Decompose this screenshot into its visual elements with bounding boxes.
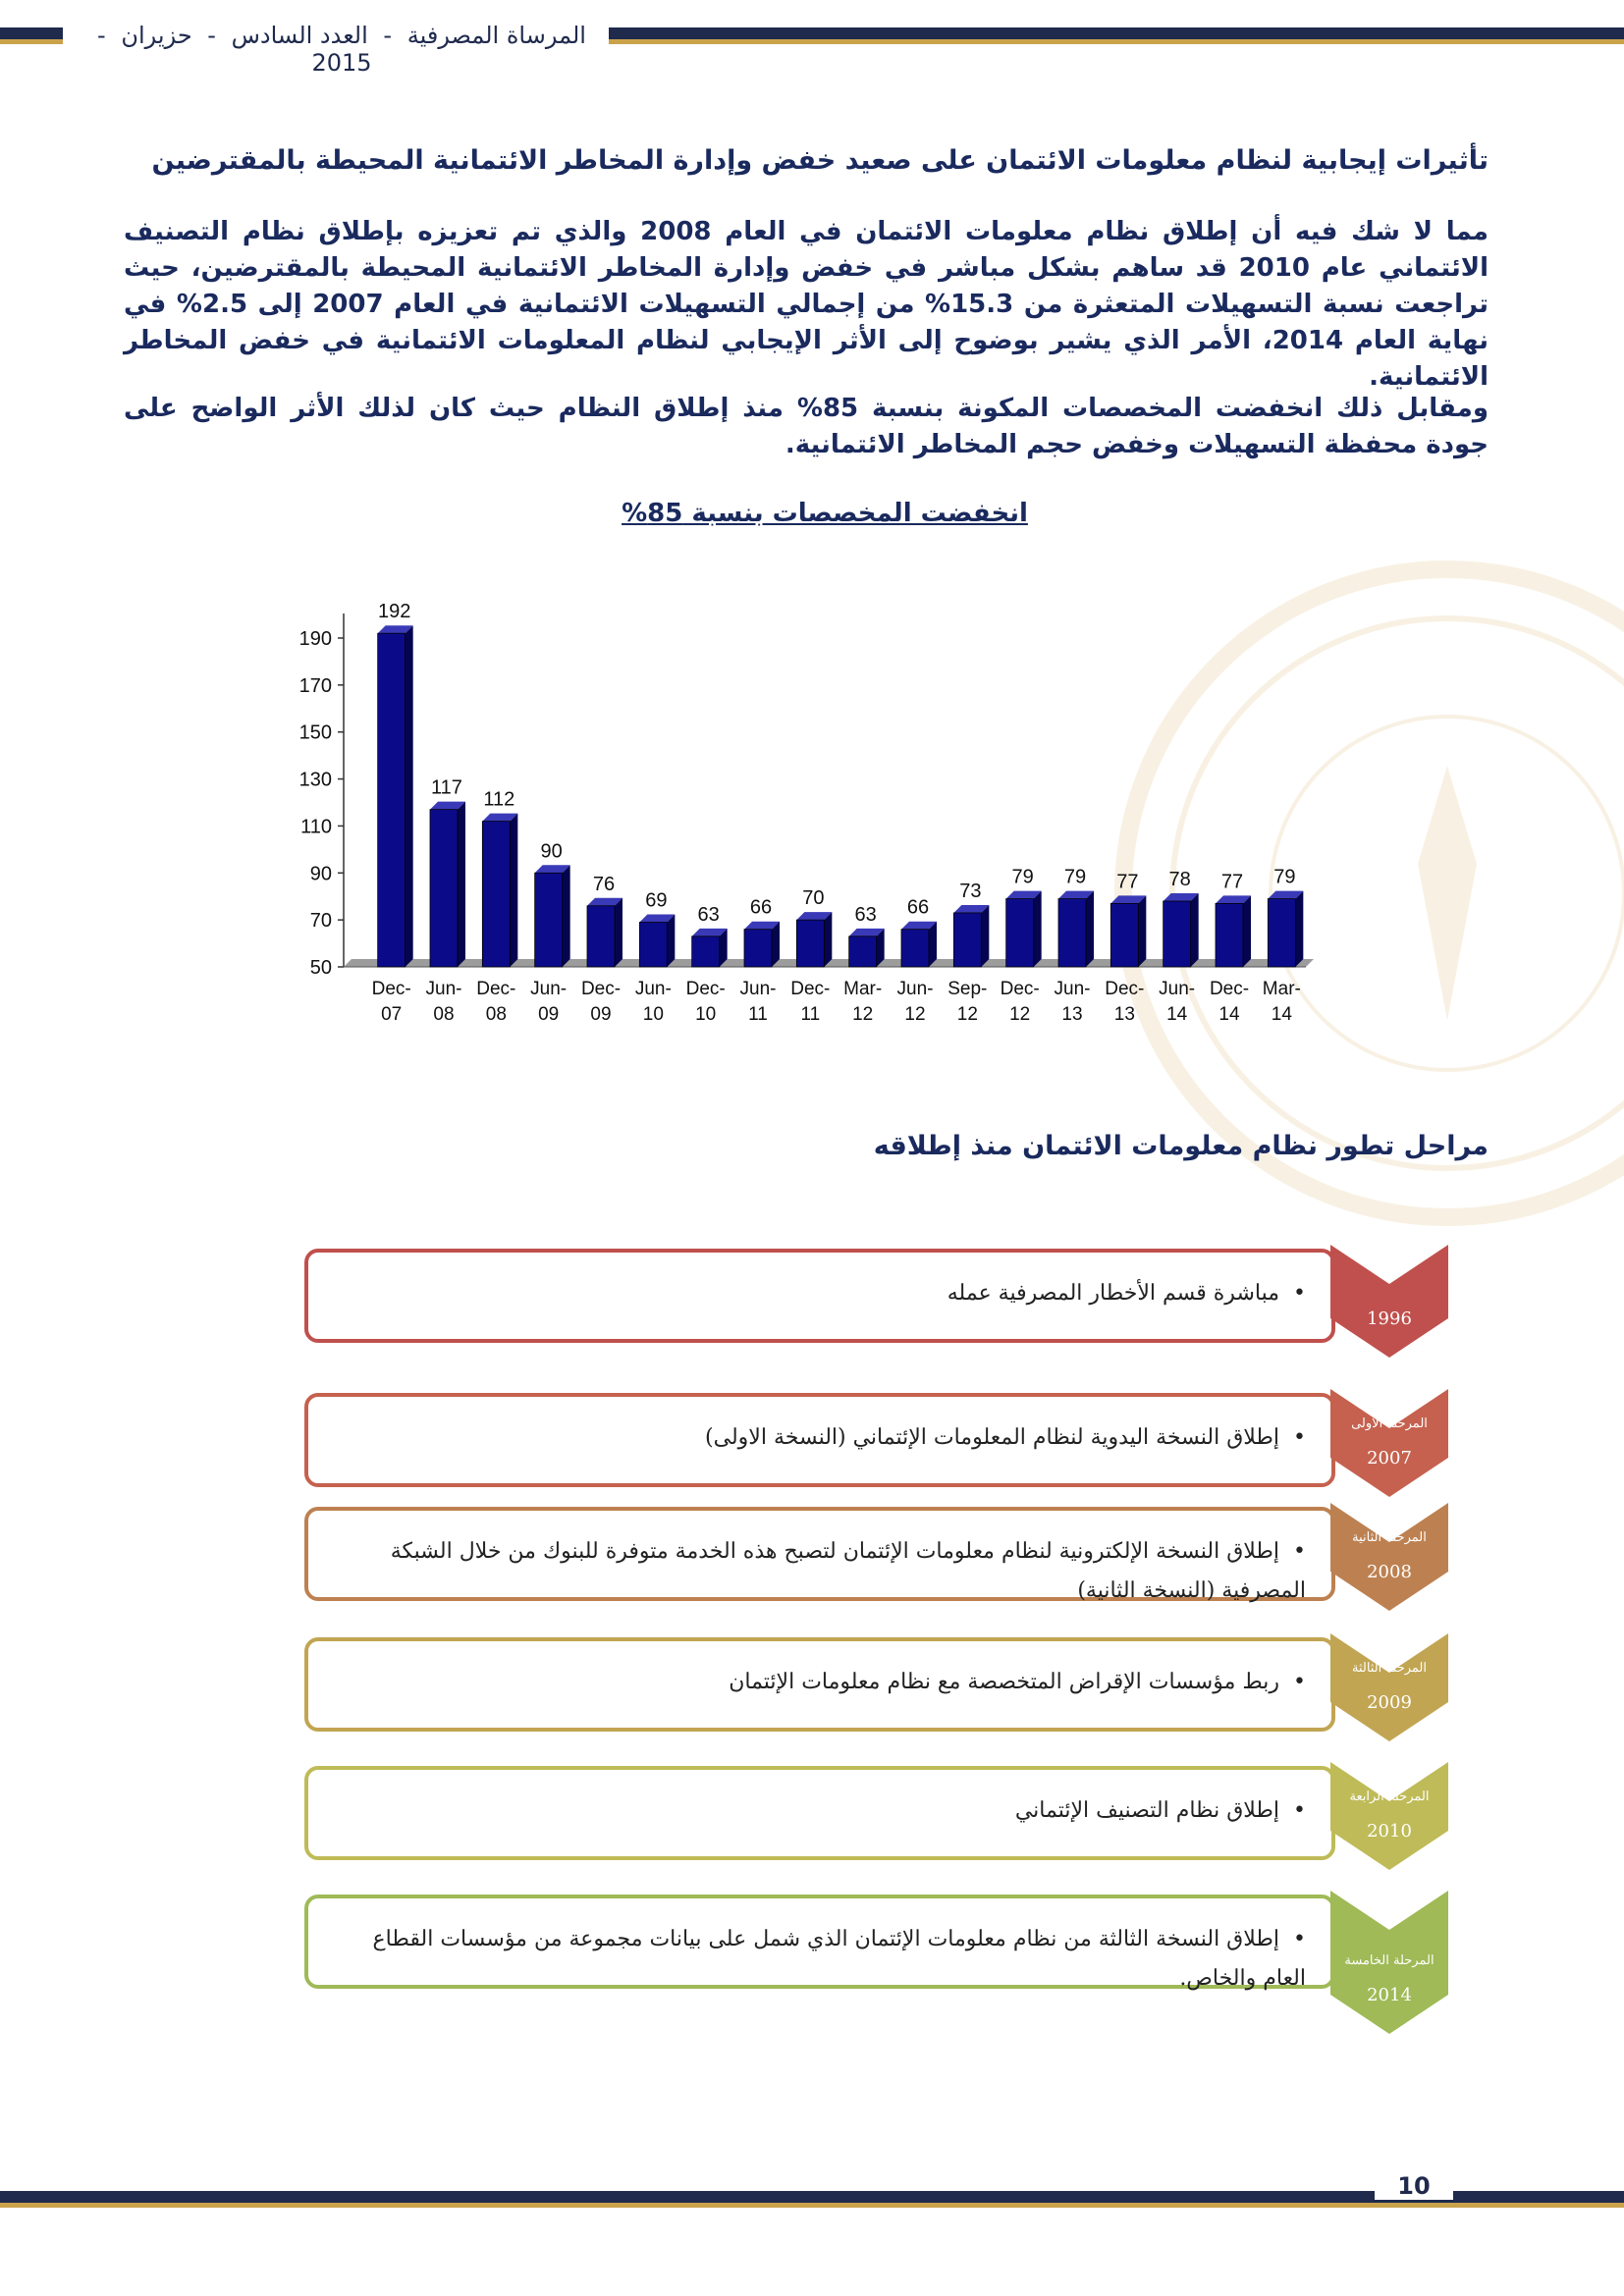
section-heading: تأثيرات إيجابية لنظام معلومات الائتمان على صعيد خفض وإدارة المخاطر الائتمانية المحيطة بالمقترضين <box>151 145 1489 176</box>
timeline-year: 2010 <box>1367 1821 1412 1842</box>
bar <box>1164 901 1191 967</box>
header-bar-left <box>0 27 63 44</box>
data-label: 70 <box>802 887 825 910</box>
y-tick-label: 50 <box>309 957 332 979</box>
x-tick-label: 12 <box>1009 1004 1031 1025</box>
data-label: 78 <box>1168 869 1191 890</box>
bar-side <box>1243 895 1251 967</box>
bar-side <box>1295 891 1303 967</box>
bar-side <box>824 912 832 967</box>
header-separator: - <box>207 22 216 49</box>
x-tick-label: Mar- <box>843 979 883 999</box>
x-tick-label: 14 <box>1271 1004 1292 1025</box>
page-number: 10 <box>1375 2172 1453 2200</box>
bar-chart <box>295 569 1375 1041</box>
x-tick-label: 08 <box>433 1004 455 1025</box>
data-label: 79 <box>1063 866 1087 888</box>
y-tick-label: 170 <box>298 674 332 697</box>
bar-side <box>1086 891 1094 967</box>
x-tick-label: 11 <box>748 1004 768 1025</box>
y-tick-label: 190 <box>298 628 332 650</box>
y-tick-label: 150 <box>298 721 332 744</box>
x-tick-label: Dec- <box>1105 979 1145 999</box>
bar <box>587 906 615 967</box>
timeline-text: • مباشرة قسم الأخطار المصرفية عمله <box>947 1281 1306 1306</box>
bar <box>430 810 458 967</box>
bar-side <box>1034 891 1042 967</box>
bar <box>1058 899 1086 967</box>
timeline-item <box>304 1891 1448 2034</box>
bar-side <box>615 898 623 967</box>
data-label: 63 <box>697 903 720 926</box>
timeline-text-box <box>304 1895 1335 1989</box>
x-tick-label: 14 <box>1166 1004 1188 1025</box>
x-tick-label: Jun- <box>739 979 777 999</box>
bar <box>639 923 667 967</box>
timeline-stage-label: المرحلة الاولى <box>1351 1416 1428 1431</box>
timeline-text-box <box>304 1249 1335 1343</box>
x-tick-label: 14 <box>1218 1004 1240 1025</box>
timeline-year: 2007 <box>1367 1448 1412 1468</box>
timeline-chevron <box>1330 1503 1448 1611</box>
x-tick-label: Dec- <box>371 979 411 999</box>
bar <box>1216 903 1243 967</box>
bar <box>1006 899 1034 967</box>
x-tick-label: Dec- <box>1209 979 1250 999</box>
timeline-text: • إطلاق النسخة الثالثة من نظام معلومات الإئتمان الذي شمل على بيانات مجموعة من مؤسسات القطاع العام والخاص. <box>373 1927 1306 1991</box>
header-separator: - <box>97 22 106 49</box>
bar <box>1110 903 1138 967</box>
data-label: 117 <box>431 776 462 799</box>
header-year: 2015 <box>311 49 372 77</box>
x-tick-label: 09 <box>538 1004 560 1025</box>
data-label: 77 <box>1220 871 1244 893</box>
data-label: 79 <box>1011 866 1034 888</box>
x-tick-label: Dec- <box>476 979 516 999</box>
data-label: 66 <box>749 896 773 919</box>
header-title <box>86 22 597 77</box>
x-tick-label: 08 <box>485 1004 507 1025</box>
y-tick-label: 90 <box>309 863 332 885</box>
x-tick-label: 12 <box>852 1004 874 1025</box>
x-tick-label: 13 <box>1061 1004 1083 1025</box>
chevron-arrow-icon <box>1330 1762 1448 1870</box>
x-tick-label: Jun- <box>530 979 568 999</box>
data-label: 192 <box>377 601 411 623</box>
bar <box>744 930 772 967</box>
bar-side <box>667 915 675 967</box>
x-tick-label: Jun- <box>634 979 672 999</box>
timeline-item <box>304 1633 1448 1741</box>
bar-side <box>1191 893 1199 967</box>
header-bar-right <box>609 27 1624 44</box>
timeline-text-box <box>304 1637 1335 1732</box>
x-tick-label: 13 <box>1113 1004 1135 1025</box>
chevron-arrow-icon <box>1330 1633 1448 1741</box>
bar <box>1268 899 1295 967</box>
data-label: 112 <box>483 788 515 811</box>
timeline-year: 2008 <box>1367 1562 1412 1582</box>
x-tick-label: Dec- <box>580 979 622 999</box>
x-tick-label: Jun- <box>896 979 934 999</box>
bar-side <box>772 922 780 967</box>
header-month: حزيران <box>121 22 192 49</box>
timeline-stage-label: المرحلة الخامسة <box>1344 1953 1435 1968</box>
timeline-year: 1996 <box>1367 1308 1412 1329</box>
timeline-text-box <box>304 1766 1335 1860</box>
timeline-item <box>304 1245 1448 1358</box>
data-label: 63 <box>854 903 877 926</box>
bar <box>953 913 981 967</box>
timeline-stage-label: المرحلة الثانية <box>1352 1530 1427 1545</box>
chevron-arrow-icon <box>1330 1245 1448 1358</box>
data-label: 77 <box>1116 871 1139 893</box>
bar-side <box>563 865 570 967</box>
timeline-year: 2014 <box>1367 1985 1412 2005</box>
data-label: 79 <box>1273 866 1296 888</box>
data-label: 66 <box>906 896 930 919</box>
data-label: 69 <box>645 889 668 912</box>
bar <box>378 633 406 967</box>
bar-side <box>929 922 937 967</box>
x-tick-label: 10 <box>695 1004 717 1025</box>
timeline-year: 2009 <box>1367 1692 1412 1713</box>
header-publication: المرساة المصرفية <box>406 22 586 49</box>
data-label: 76 <box>592 873 616 895</box>
x-tick-label: Dec- <box>685 979 726 999</box>
x-tick-label: Mar- <box>1262 979 1301 999</box>
bar-side <box>406 625 413 967</box>
y-tick-label: 110 <box>300 816 332 838</box>
chevron-arrow-icon <box>1330 1389 1448 1497</box>
timeline-heading: مراحل تطور نظام معلومات الائتمان منذ إطلاقه <box>873 1131 1489 1161</box>
x-tick-label: Jun- <box>425 979 462 999</box>
x-tick-label: 11 <box>800 1004 821 1025</box>
timeline-text: • إطلاق النسخة الإلكترونية لنظام معلومات الإئتمان لتصبح هذه الخدمة متوفرة للبنوك من خلال الشبكة المصرفية (النسخة الثانية) <box>391 1539 1306 1603</box>
timeline-item <box>304 1762 1448 1870</box>
bar <box>482 822 510 967</box>
timeline-chevron <box>1330 1389 1448 1497</box>
bar <box>901 930 929 967</box>
x-tick-label: Jun- <box>1159 979 1196 999</box>
x-tick-label: 07 <box>381 1004 403 1025</box>
timeline-text: • إطلاق نظام التصنيف الإئتماني <box>1015 1798 1306 1823</box>
bar <box>849 936 877 967</box>
bar <box>692 936 720 967</box>
x-tick-label: 10 <box>642 1004 664 1025</box>
bar-side <box>981 905 989 967</box>
timeline-item <box>304 1503 1448 1611</box>
y-tick-label: 70 <box>309 910 332 933</box>
timeline-item <box>304 1389 1448 1497</box>
timeline-chevron <box>1330 1762 1448 1870</box>
y-tick-label: 130 <box>298 769 332 791</box>
bar <box>535 873 563 967</box>
bar-side <box>458 802 465 967</box>
timeline-text-box <box>304 1393 1335 1487</box>
chart-title: انخفضت المخصصات بنسبة 85% <box>622 499 1028 528</box>
timeline-chevron <box>1330 1633 1448 1741</box>
data-label: 90 <box>540 840 563 863</box>
x-tick-label: Dec- <box>790 979 831 999</box>
chevron-arrow-icon <box>1330 1503 1448 1611</box>
header-separator: - <box>383 22 393 49</box>
paragraph-2: ومقابل ذلك انخفضت المخصصات المكونة بنسبة 85% منذ إطلاق النظام حيث كان لذلك الأثر الواضح على جودة محفظة التسهيلات وخفض حجم المخاطر الائتمانية. <box>124 394 1489 459</box>
x-tick-label: 09 <box>590 1004 612 1025</box>
x-tick-label: Sep- <box>947 979 988 999</box>
x-tick-label: 12 <box>904 1004 926 1025</box>
paragraph-1: مما لا شك فيه أن إطلاق نظام معلومات الائتمان في العام 2008 والذي تم تعزيزه بإطلاق نظام التصنيف الائتماني عام 2010 قد ساهم بشكل مباشر في خفض وإدارة المخاطر الائتمانية المحيطة بالمقترضين، حيث تراجعت نسبة التسهيلات المتعثرة من 15.3% من إجمالي التسهيلات الائتمانية في العام 2007 إلى 2.5% في نهاية العام 2014، الأمر الذي يشير بوضوح إلى الأثر الإيجابي لنظام المعلومات الائتمانية في خفض المخاطر الائتمانية. <box>124 217 1489 392</box>
timeline-text: • إطلاق النسخة اليدوية لنظام المعلومات الإئتماني (النسخة الاولى) <box>705 1425 1306 1450</box>
x-tick-label: 12 <box>956 1004 978 1025</box>
data-label: 73 <box>959 880 982 902</box>
timeline-chevron <box>1330 1245 1448 1358</box>
timeline-stage-label: المرحلة الثالثة <box>1351 1661 1427 1676</box>
header-issue: العدد السادس <box>231 22 368 49</box>
bar-side <box>1138 895 1146 967</box>
x-tick-label: Dec- <box>1000 979 1040 999</box>
x-tick-label: Jun- <box>1054 979 1091 999</box>
timeline-chevron <box>1330 1891 1448 2034</box>
bar-side <box>510 814 517 967</box>
timeline-text-box <box>304 1507 1335 1601</box>
bar <box>796 920 824 967</box>
timeline-text: • ربط مؤسسات الإقراض المتخصصة مع نظام معلومات الإئتمان <box>729 1670 1306 1694</box>
timeline-stage-label: المرحلة الرابعة <box>1349 1789 1430 1804</box>
